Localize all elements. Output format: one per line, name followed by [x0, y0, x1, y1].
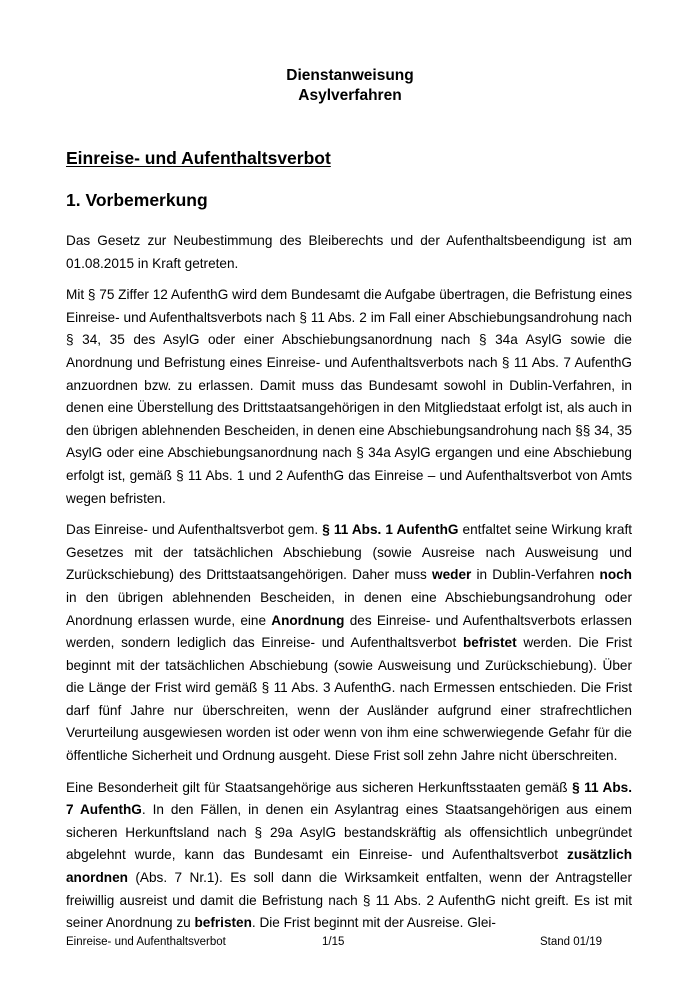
footer-version: Stand 01/19 [540, 936, 603, 948]
text-run: entfaltet seine Wirkung kraft Gesetzes mit der tatsächlichen Abschiebung (sowie Ausreise nach Ausweisung und Zurückschiebung) des Drittstaatsangehörigen. Daher muss [66, 522, 632, 583]
bold-run: zusätzlich anordnen [66, 847, 632, 886]
text-run: werden. Die Frist beginnt mit der tatsächlichen Abschiebung (sowie Ausweisung und Zurückschiebung). Über die Länge der Frist wird gemäß § 11 Abs. 3 AufenthG. nach Ermessen entschieden. Die Frist darf fünf Jahre nur überschreiten, wenn der Ausländer aufgrund einer strafrechtlichen Verurteilung ausgewiesen worden ist oder wenn von ihm eine schwerwiegende Gefahr für die öffentliche Sicherheit und Ordnung ausgeht. Diese Frist soll zehn Jahre nicht überschreiten. [66, 635, 632, 764]
bold-run: weder [432, 567, 472, 583]
body-text [66, 230, 632, 944]
bold-run: § 11 Abs. 1 AufenthG [322, 522, 459, 538]
text-run: in den übrigen ablehnenden Bescheiden, in denen eine Abschiebungsandrohung oder Anordnung erlassen wurde, eine [66, 589, 632, 628]
bold-run: befristen [194, 915, 252, 931]
paragraph-3 [66, 519, 632, 768]
text-run: Eine Besonderheit gilt für Staatsangehörige aus sicheren Herkunftsstaaten gemäß [66, 779, 573, 795]
bold-run: Anordnung [271, 612, 345, 628]
bold-run: noch [599, 567, 632, 583]
paragraph-2: Mit § 75 Ziffer 12 AufenthG wird dem Bundesamt die Aufgabe übertragen, die Befristung eines Einreise- und Aufenthaltsverbots nach § 11 Abs. 2 im Fall einer Abschiebungsandrohung nach § 34, 35 des AsylG oder einer Abschiebungsanordnung nach § 34a AsylG sowie die Anordnung und Befristung eines Einreise- und Aufenthaltsverbots nach § 11 Abs. 7 AufenthG anzuordnen bzw. zu erlassen. Damit muss das Bundesamt sowohl in Dublin-Verfahren, in denen eine Überstellung des Drittstaatsangehörigen in den Mitgliedstaat erfolgt ist, als auch in den übrigen ablehnenden Bescheiden, in denen eine Abschiebungsandrohung nach §§ 34, 35 AsylG oder eine Abschiebungsanordnung nach § 34a AsylG ergangen und eine Abschiebung erfolgt ist, gemäß § 11 Abs. 1 und 2 AufenthG das Einreise – und Aufenthaltsverbot von Amts wegen befristen. [66, 287, 632, 506]
footer-page-number: 1/15 [322, 936, 345, 948]
section-title: Einreise- und Aufenthaltsverbot [66, 148, 331, 168]
document-subtitle: Asylverfahren [298, 87, 402, 104]
text-run: in Dublin-Verfahren [471, 567, 600, 583]
paragraph-4 [66, 777, 632, 935]
paragraph-1: Das Gesetz zur Neubestimmung des Bleiberechts und der Aufenthaltsbeendigung ist am 01.08.2015 in Kraft getreten. [66, 233, 632, 271]
text-run: . Die Frist beginnt mit der Ausreise. Glei- [251, 915, 496, 931]
text-run: (Abs. 7 Nr.1). Es soll dann die Wirksamkeit entfalten, wenn der Antragsteller freiwillig ausreist und damit die Befristung nach § 11 Abs. 2 AufenthG nicht greift. Es ist mit seiner Anordnung zu [66, 870, 632, 931]
footer-document-name: Einreise- und Aufenthaltsverbot [66, 936, 226, 948]
text-run: . In den Fällen, in denen ein Asylantrag eines Staatsangehörigen aus einem sicheren Herkunftsland nach § 29a AsylG bestandskräftig als offensichtlich unbegründet abgelehnt wurde, kann das Bundesamt ein Einreise- und Aufenthaltsverbot [66, 802, 633, 863]
text-run: des Einreise- und Aufenthaltsverbots erlassen werden, sondern lediglich das Einreise- und Aufenthaltsverbot [66, 612, 632, 651]
document-title: Dienstanweisung [286, 67, 414, 84]
text-run: Das Einreise- und Aufenthaltsverbot gem. [66, 522, 323, 538]
bold-run: § 11 Abs. 7 AufenthG [66, 779, 632, 818]
bold-run: befristet [462, 635, 517, 651]
subsection-title: 1. Vorbemerkung [66, 190, 208, 210]
